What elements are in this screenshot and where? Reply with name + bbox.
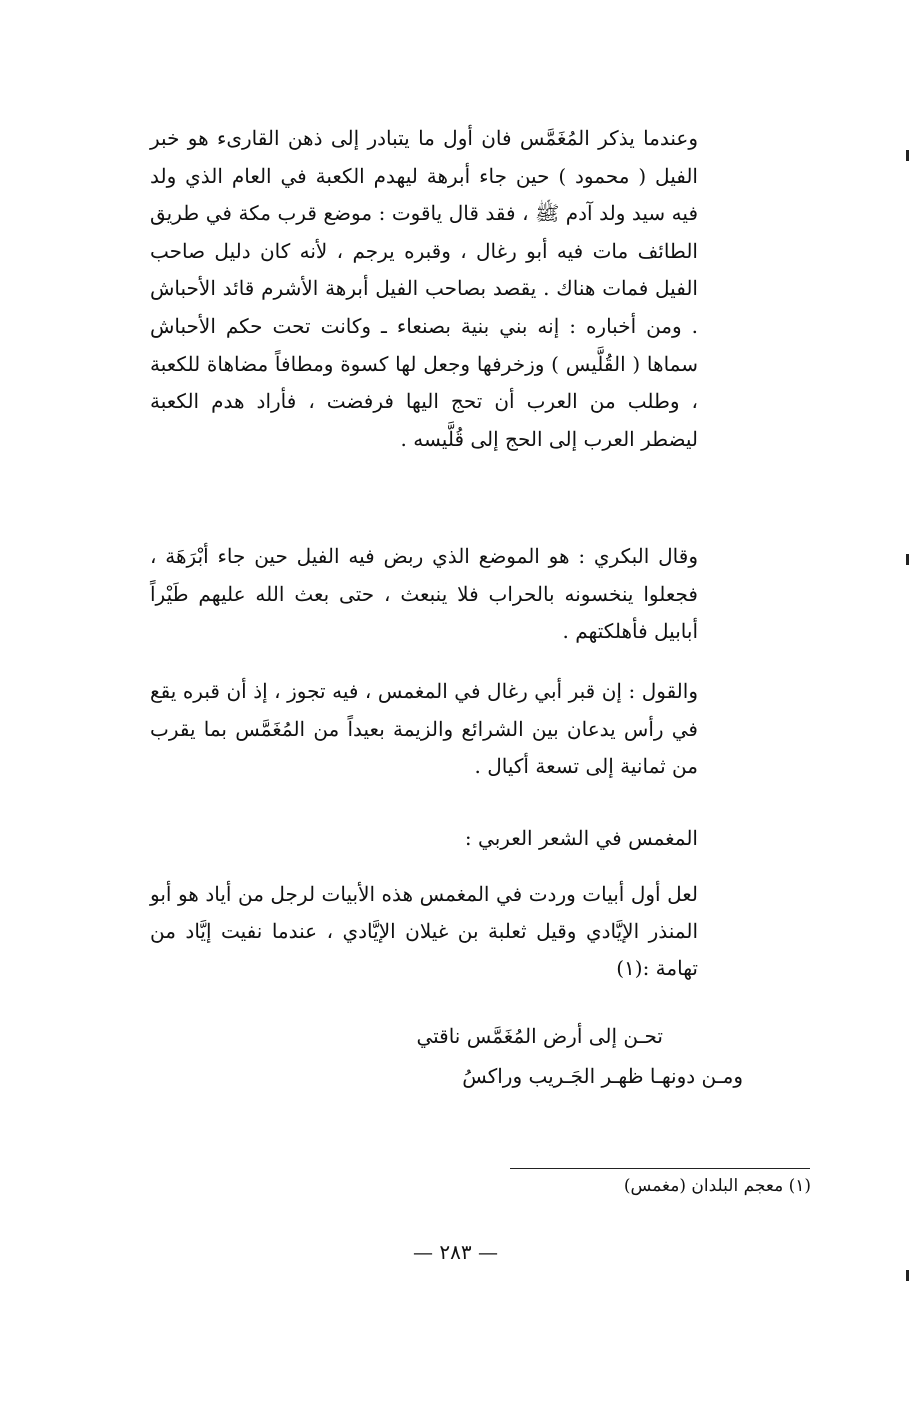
margin-mark (906, 150, 909, 161)
footnote-divider (510, 1168, 810, 1169)
margin-mark (906, 1270, 909, 1281)
verse-line-2: ومـن دونهـا ظهـر الجَـريب وراكسُ (462, 1064, 743, 1088)
verse-line-1: تحـن إلى أرض المُغَمَّس ناقتي (416, 1024, 663, 1048)
paragraph-poetry-intro: لعل أول أبيات وردت في المغمس هذه الأبيات لرجل من أياد هو أبو المنذر الإيَّادي وقيل ثعلبة بن غيلان الإيَّادي ، عندما نفيت إيَّاد من تهامة :(١) (150, 882, 698, 980)
paragraph-al-bakri: وقال البكري : هو الموضع الذي ربض فيه الفيل حين جاء أبْرَهَة ، فجعلوا ينخسونه بالحراب فلا ينبعث ، حتى بعث الله عليهم طَيْراً أبابيل فأهلكتهم . (150, 544, 698, 644)
margin-mark (906, 554, 909, 565)
paragraph-abu-righal-grave: والقول : إن قبر أبي رغال في المغمس ، فيه تجوز ، إذ أن قبره يقع في رأس يدعان بين الشرائع والزيمة بعيداً من المُغَمَّس بما يقرب من ثمانية إلى تسعة أكيال . (150, 679, 698, 779)
page-number: — ٢٨٣ — (413, 1240, 498, 1264)
section-heading: المغمس في الشعر العربي : (464, 826, 698, 850)
paragraph-al-mughammas-elephant: وعندما يذكر المُغَمَّس فان أول ما يتبادر إلى ذهن القارىء هو خبر الفيل ( محمود ) حين جاء أبرهة ليهدم الكعبة في العام الذي ولد فيه سيد ولد آدم ﷺ ، فقد قال ياقوت : موضع قرب مكة في طريق الطائف مات فيه أبو رغال ، وقبره يرجم ، لأنه كان دليل صاحب الفيل فمات هناك . يقصد بصاحب الفيل أبرهة الأشرم قائد الأحباش . ومن أخباره : إنه بني بنية بصنعاء ـ وكانت تحت حكم الأحباش سماها ( القُلَّيس ) وزخرفها وجعل لها كسوة ومطافاً مضاهاة للكعبة ، وطلب من العرب أن تحج اليها فرفضت ، فأراد هدم الكعبة ليضطر العرب إلى الحج إلى قُلَّيسه . (150, 126, 698, 451)
footnote: (١) معجم البلدان (مغمس) (623, 1176, 811, 1196)
